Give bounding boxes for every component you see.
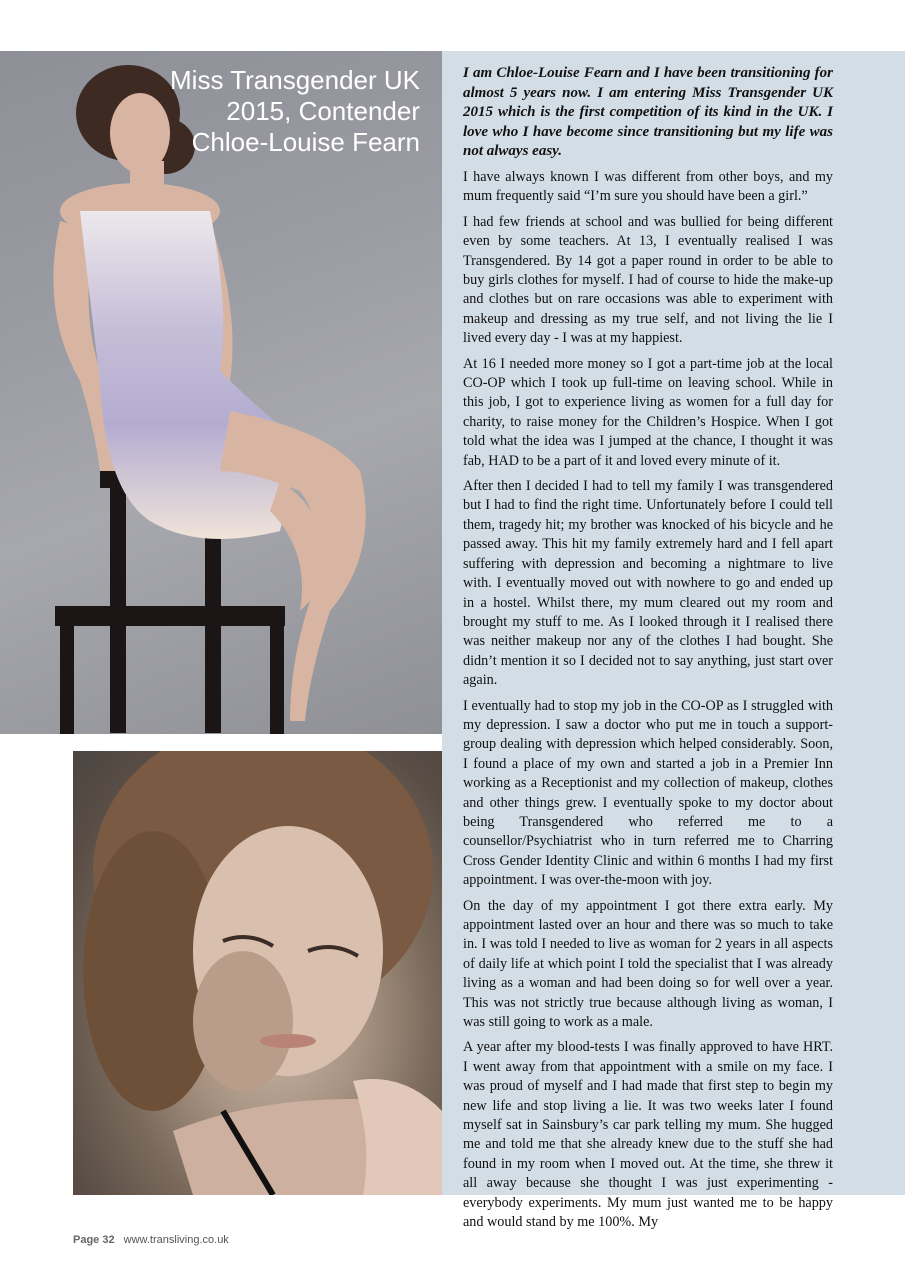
photo-title-line: 2015, Contender <box>226 96 420 126</box>
article-lead: I am Chloe-Louise Fearn and I have been transitioning for almost 5 years now. I am entering Miss Transgender UK 2015 which is the first competition of its kind in the UK. I love who I have become since transitioning but my life was not always easy. <box>463 65 833 160</box>
page-footer <box>73 1234 229 1246</box>
closeup-figure-illustration <box>73 751 442 1195</box>
photo-title-line: Chloe-Louise Fearn <box>191 127 420 157</box>
website-link[interactable]: www.transliving.co.uk <box>123 1234 229 1246</box>
article-paragraph: After then I decided I had to tell my family I was transgendered but I had to find the right time. Unfortunately before I could tell them, tragedy hit; my brother was knocked of his bicycle and he passed away. This hit my family extremely hard and I fell apart suffering with depression and becoming a nightmare to live with. I eventually moved out with nowhere to go and ended up in a hostel. Whilst there, my mum cleared out my room and brought my stuff to me. As I looked through it I realised there was neither makeup nor any of the clothes I had bought. She didn’t mention it so I decided not to say anything, just start over again. <box>463 478 833 689</box>
portrait-photo-seated <box>0 51 442 734</box>
page-number: Page 32 <box>73 1234 115 1246</box>
article-paragraph: I had few friends at school and was bullied for being different even by some teachers. At 13, I eventually realised I was Transgendered. By 14 got a paper round in order to be able to buy girls clothes for myself. I had of course to hide the make-up and clothes but on rare occasions was able to experiment with makeup and dressing as my true self, and not living the lie I lived every day - I was at my happiest. <box>463 213 833 347</box>
article-paragraph: On the day of my appointment I got there extra early. My appointment lasted over an hour and there was so much to take in. I was told I needed to live as woman for 2 years in all aspects of daily life at which point I told the specialist that I was already living as a woman and had been doing so for well over a year. This was not strictly true because although living as woman, I was still going to work as a male. <box>463 897 833 1031</box>
article-paragraph: A year after my blood-tests I was finally approved to have HRT. I went away from that appointment with a smile on my face. I was proud of myself and I had made that first step to begin my new life and stop living a lie. It was two weeks later I found myself sat in Sainsbury’s car park telling my mum. She hugged me and told me that she already knew due to the stuff she had found in my room when I moved out. At the time, she threw it all away because she thought I was just experimenting - everybody experiments. My mum just wanted me to be happy and would stand by me 100%. My <box>463 1039 833 1231</box>
portrait-photo-closeup <box>73 751 442 1195</box>
photo-title <box>160 65 420 158</box>
article-paragraph: I have always known I was different from other boys, and my mum frequently said “I’m sure you should have been a girl.” <box>463 168 833 205</box>
photo-title-line: Miss Transgender UK <box>170 65 420 95</box>
article-paragraph: I eventually had to stop my job in the CO-OP as I struggled with my depression. I saw a doctor who put me in touch a support-group dealing with depression which helped considerably. Soon, I found a place of my own and started a job in a Premier Inn working as a Receptionist and my collection of makeup, clothes and other things grew. I eventually spoke to my doctor about being Transgendered who referred me to a counsellor/Psychiatrist who in turn referred me to Charring Cross Gender Identity Clinic and within 6 months I had my first appointment. I was over-the-moon with joy. <box>463 697 833 889</box>
article-body <box>463 64 833 1239</box>
article-paragraph: At 16 I needed more money so I got a part-time job at the local CO-OP which I took up full-time on leaving school. While in this job, I got to experience living as women for a full day for charity, to raise money for the Children’s Hospice. When I got told what the idea was I jumped at the chance, I thought it was fab, HAD to be a part of it and loved every minute of it. <box>463 355 833 469</box>
